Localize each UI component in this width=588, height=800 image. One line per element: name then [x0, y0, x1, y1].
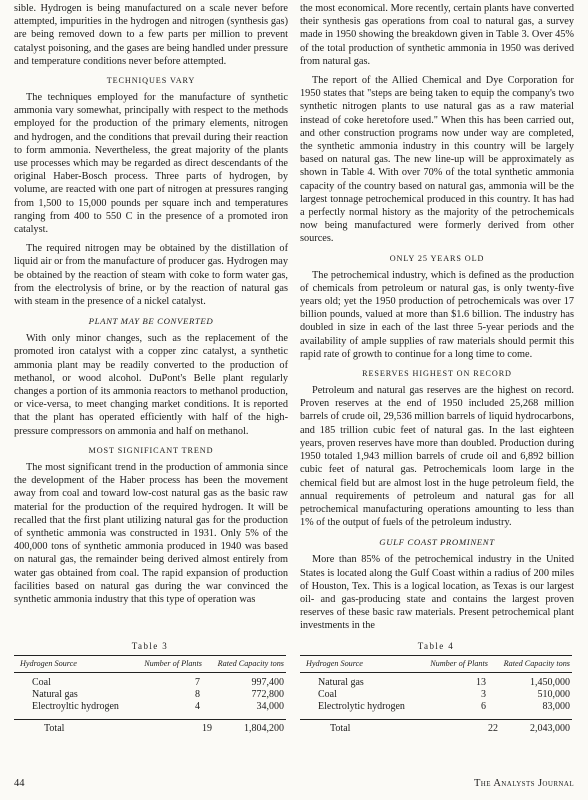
table-cell: 510,000 — [537, 689, 570, 700]
left-column — [14, 2, 288, 612]
column-header: Hydrogen Source — [306, 659, 363, 668]
table-cell: 22 — [488, 723, 498, 734]
paragraph: With only minor changes, such as the replacement of the promoted iron catalyst with a copper zinc catalyst, a synthetic ammonia plant may be readily converted to the production of methanol, or wood alcohol. DuPont's Belle plant regularly changes a portion of its ammonia reactors to methanol production, or vice-versa, to meet changing market conditions. It is reported that the plant has operated efficiently with half of the high-pressure compressors on ammonia and half on methanol. — [14, 333, 288, 437]
table-cell: 4 — [195, 701, 200, 712]
column-header: Number of Plants — [144, 659, 202, 668]
table-cell: 7 — [195, 677, 200, 688]
right-column — [300, 2, 574, 639]
page-number: 44 — [14, 778, 25, 789]
table-row — [14, 677, 286, 689]
table-cell: 8 — [195, 689, 200, 700]
table-cell: 19 — [202, 723, 212, 734]
section-heading: ONLY 25 YEARS OLD — [389, 253, 485, 263]
table-cell: Coal — [32, 677, 51, 688]
table-header — [300, 656, 572, 673]
table-cell: Coal — [318, 689, 337, 700]
table-cell: 2,043,000 — [530, 723, 570, 734]
paragraph: The techniques employed for the manufacture of synthetic ammonia vary somewhat, principally with respect to the methods employed for the production of the primary elements, nitrogen and hydrogen, and the conditions that prevail during their reaction to form ammonia. Nevertheless, the great majority of the plants use processes which may be regarded as direct descendants of the original Haber-Bosch process. Three parts of hydrogen, by volume, are reacted with one part of nitrogen at pressures ranging from 1,500 to 15,000 pounds per square inch and temperatures ranging from 400 to 550 C in the presence of a promoted iron catalyst. — [14, 92, 288, 236]
column-header: Number of Plants — [430, 659, 488, 668]
table-cell: 3 — [481, 689, 486, 700]
table-row — [300, 689, 572, 701]
table-total-row — [14, 723, 286, 735]
table-cell: Natural gas — [318, 677, 364, 688]
table-caption: Table 4 — [417, 641, 455, 651]
table-row — [14, 701, 286, 713]
paragraph: the most economical. More recently, certain plants have converted their synthesis gas operations from coal to natural gas, a survey made in 1950 showing the breakdown given in Table 3. Over 45% of the total production of synthetic ammonia in 1950 was derived from natural gas. — [300, 3, 574, 67]
table-row — [300, 677, 572, 689]
table-3 — [14, 641, 286, 735]
column-header: Rated Capacity tons — [503, 659, 570, 668]
table-cell: Total — [330, 723, 351, 734]
section-heading: TECHNIQUES VARY — [106, 76, 196, 86]
column-header: Rated Capacity tons — [217, 659, 284, 668]
table-cell: 1,804,200 — [244, 723, 284, 734]
table-caption: Table 3 — [131, 641, 169, 651]
paragraph: The most significant trend in the production of ammonia since the development of the Haber process has been the movement away from coal and toward low-cost natural gas as the basic raw material for the production of the required hydrogen. It will be recalled that the first plant utilizing natural gas for the production of synthetic ammonia was constructed in 1931. Only 5% of the 400,000 tons of synthetic ammonia produced in 1940 was based on natural gas, the remainder being derived almost entirely from water gas obtained from coal. The rapid expansion of production facilities based on natural gas during the war convinced the synthetic ammonia industry that this type of operation was — [14, 461, 288, 605]
column-header: Hydrogen Source — [20, 659, 77, 668]
section-heading: RESERVES HIGHEST ON RECORD — [362, 369, 512, 379]
table-cell: 772,800 — [251, 689, 284, 700]
section-heading: PLANT MAY BE CONVERTED — [88, 316, 214, 327]
table-cell: Electrolytic hydrogen — [318, 701, 405, 712]
table-cell: Natural gas — [32, 689, 78, 700]
table-total-row — [300, 723, 572, 735]
paragraph: The report of the Allied Chemical and Dye Corporation for 1950 states that "steps are being taken to equip the company's two synthetic nitrogen plants to use natural gas as a raw material instead of coke heretofore used." When this has been carried out, and other construction programs now under way are completed, the synthetic ammonia industry in this country will be largely based on natural gas. The new line-up will be approximately as shown in Table 4. With over 70% of the total synthetic ammonia capacity of the country based on natural gas, ammonia will be the largest tonnage petrochemical produced in this country. It has had a perfectly normal history as the majority of the petrochemicals now being manufactured were formerly derived from other sources. — [300, 75, 574, 245]
table-4 — [300, 641, 572, 735]
paragraph: Petroleum and natural gas reserves are the highest on record. Proven reserves at the end of 1950 included 25,268 million barrels of crude oil, 29,536 million barrels of liquid hydrocarbons, and 185 trillion cubic feet of natural gas. In the last eighteen years, proven reserves have more than doubled. Production during 1950 totaled 1,943 million barrels of crude oil and 6,892 billion cubic feet of natural gas. Petrochemicals loom large in the chemical field but are almost lost in the huge petroleum field, the annual requirements of petroleum and natural gas for all petrochemical manufacturing operations amounting to less than 1% of the output of fuels of the petroleum industry. — [300, 385, 574, 529]
table-cell: 34,000 — [256, 701, 284, 712]
table-cell: 6 — [481, 701, 486, 712]
journal-title: The Analysts Journal — [473, 778, 574, 789]
paragraph: sible. Hydrogen is being manufactured on a scale never before attempted, impurities in the hydrogen and nitrogen (synthesis gas) are being removed down to a few parts per million to prevent catalyst poisoning, and the gases are being handled under pressure and temperature conditions never before attempted. — [14, 3, 288, 67]
table-header — [14, 656, 286, 673]
table-cell: Total — [44, 723, 65, 734]
table-cell: 13 — [476, 677, 486, 688]
paragraph: The petrochemical industry, which is defined as the production of chemicals from petroleum or natural gas, is only twenty-five years old; yet the 1950 production of petrochemicals was over 17 billion pounds, valued at more than $1.6 billion. The industry has doubled in size in each of the last three 5-year periods and the availability of ample supplies of raw materials should permit this rapid rate of growth to continue for a long time to come. — [300, 269, 574, 360]
table-cell: 997,400 — [251, 677, 284, 688]
paragraph: More than 85% of the petrochemical industry in the United States is located along the Gulf Coast within a radius of 200 miles of Houston, Tex. This is a logical location, as Texas is our largest oil- and gas-producing state and contains the largest proven reserves of these basic raw materials. Present petrochemical plant investments in the — [300, 554, 574, 632]
section-heading: GULF COAST PROMINENT — [379, 537, 495, 548]
table-cell: 83,000 — [542, 701, 570, 712]
paragraph: The required nitrogen may be obtained by the distillation of liquid air or from the manufacture of producer gas. Hydrogen may be obtained by the reaction of steam with coke to form water gas, from the electrolysis of brine, or by the reaction of natural gas with steam in the presence of a nickel catalyst. — [14, 243, 288, 308]
table-row — [300, 701, 572, 713]
table-row — [14, 689, 286, 701]
table-cell: Electroyltic hydrogen — [32, 701, 119, 712]
table-cell: 1,450,000 — [530, 677, 570, 688]
section-heading: MOST SIGNIFICANT TREND — [88, 445, 214, 455]
